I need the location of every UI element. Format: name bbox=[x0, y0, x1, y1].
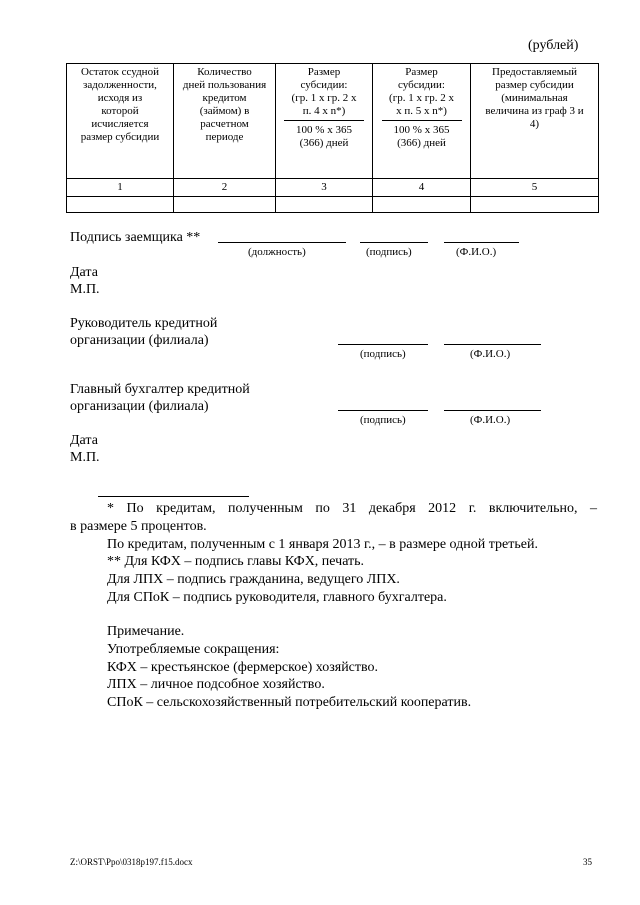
signature-line[interactable] bbox=[338, 410, 428, 411]
position-line[interactable] bbox=[218, 242, 346, 243]
list-item: КФХ – крестьянское (фермерское) хозяйство. bbox=[107, 660, 379, 675]
seal-label: М.П. bbox=[70, 282, 100, 297]
units-label: (рублей) bbox=[528, 38, 579, 53]
empty-data-row bbox=[67, 197, 599, 213]
signature-caption: (подпись) bbox=[366, 246, 412, 258]
header-col-4: Размер субсидии: (гр. 1 х гр. 2 х х п. 5 х n*) 100 % х 365 (366) дней bbox=[373, 64, 471, 179]
column-number: 3 bbox=[276, 179, 373, 197]
table-cell[interactable] bbox=[67, 197, 174, 213]
name-line[interactable] bbox=[444, 344, 541, 345]
signature-caption: (подпись) bbox=[360, 414, 406, 426]
footnote-separator bbox=[98, 496, 249, 497]
note-subtitle: Употребляемые сокращения: bbox=[107, 642, 280, 657]
fraction-line bbox=[284, 120, 364, 121]
signature-line[interactable] bbox=[338, 344, 428, 345]
table-cell[interactable] bbox=[174, 197, 276, 213]
subsidy-table bbox=[66, 63, 599, 213]
footnote-3: ** Для КФХ – подпись главы КФХ, печать. bbox=[107, 554, 365, 569]
footnote-1: * По кредитам, полученным по 31 декабря 2012 г. включительно, – bbox=[107, 501, 597, 516]
footnote-1-continued: в размере 5 процентов. bbox=[70, 519, 207, 534]
note-title: Примечание. bbox=[107, 624, 185, 639]
accountant-label-line1: Главный бухгалтер кредитной bbox=[70, 382, 250, 397]
column-number: 1 bbox=[67, 179, 174, 197]
footnote-5: Для СПоК – подпись руководителя, главного бухгалтера. bbox=[107, 590, 447, 605]
list-item: СПоК – сельскохозяйственный потребительский кооператив. bbox=[107, 695, 472, 710]
header-col-1: Остаток ссудной задолженности, исходя из которой исчисляется размер субсидии bbox=[67, 64, 174, 179]
name-caption: (Ф.И.О.) bbox=[470, 348, 511, 360]
fraction-line bbox=[382, 120, 462, 121]
list-item: ЛПХ – личное подсобное хозяйство. bbox=[107, 677, 325, 692]
header-col-3: Размер субсидии: (гр. 1 х гр. 2 х п. 4 х n*) 100 % х 365 (366) дней bbox=[276, 64, 373, 179]
name-line[interactable] bbox=[444, 242, 519, 243]
header-col-5: Предоставляемый размер субсидии (минимальная величина из граф 3 и 4) bbox=[471, 64, 599, 179]
name-caption: (Ф.И.О.) bbox=[456, 246, 497, 258]
signature-caption: (подпись) bbox=[360, 348, 406, 360]
column-number: 5 bbox=[471, 179, 599, 197]
date-label: Дата bbox=[70, 265, 98, 280]
footnote-4: Для ЛПХ – подпись гражданина, ведущего ЛПХ. bbox=[107, 572, 400, 587]
file-path: Z:\ORST\Ppo\0318p197.f15.docx bbox=[70, 857, 193, 867]
date-label: Дата bbox=[70, 433, 98, 448]
head-label-line2: организации (филиала) bbox=[70, 333, 209, 348]
page-number: 35 bbox=[583, 857, 592, 867]
column-number: 4 bbox=[373, 179, 471, 197]
table-header-row bbox=[67, 64, 599, 179]
table-cell[interactable] bbox=[471, 197, 599, 213]
footnote-2: По кредитам, полученным с 1 января 2013 г., – в размере одной третьей. bbox=[107, 537, 538, 552]
signature-line[interactable] bbox=[360, 242, 428, 243]
table-cell[interactable] bbox=[373, 197, 471, 213]
header-col-2: Количество дней пользования кредитом (займом) в расчетном периоде bbox=[174, 64, 276, 179]
seal-label: М.П. bbox=[70, 450, 100, 465]
position-caption: (должность) bbox=[248, 246, 306, 258]
column-number-row bbox=[67, 179, 599, 197]
head-label-line1: Руководитель кредитной bbox=[70, 316, 218, 331]
name-line[interactable] bbox=[444, 410, 541, 411]
column-number: 2 bbox=[174, 179, 276, 197]
borrower-signature-label: Подпись заемщика ** bbox=[70, 230, 201, 245]
accountant-label-line2: организации (филиала) bbox=[70, 399, 209, 414]
table-cell[interactable] bbox=[276, 197, 373, 213]
name-caption: (Ф.И.О.) bbox=[470, 414, 511, 426]
